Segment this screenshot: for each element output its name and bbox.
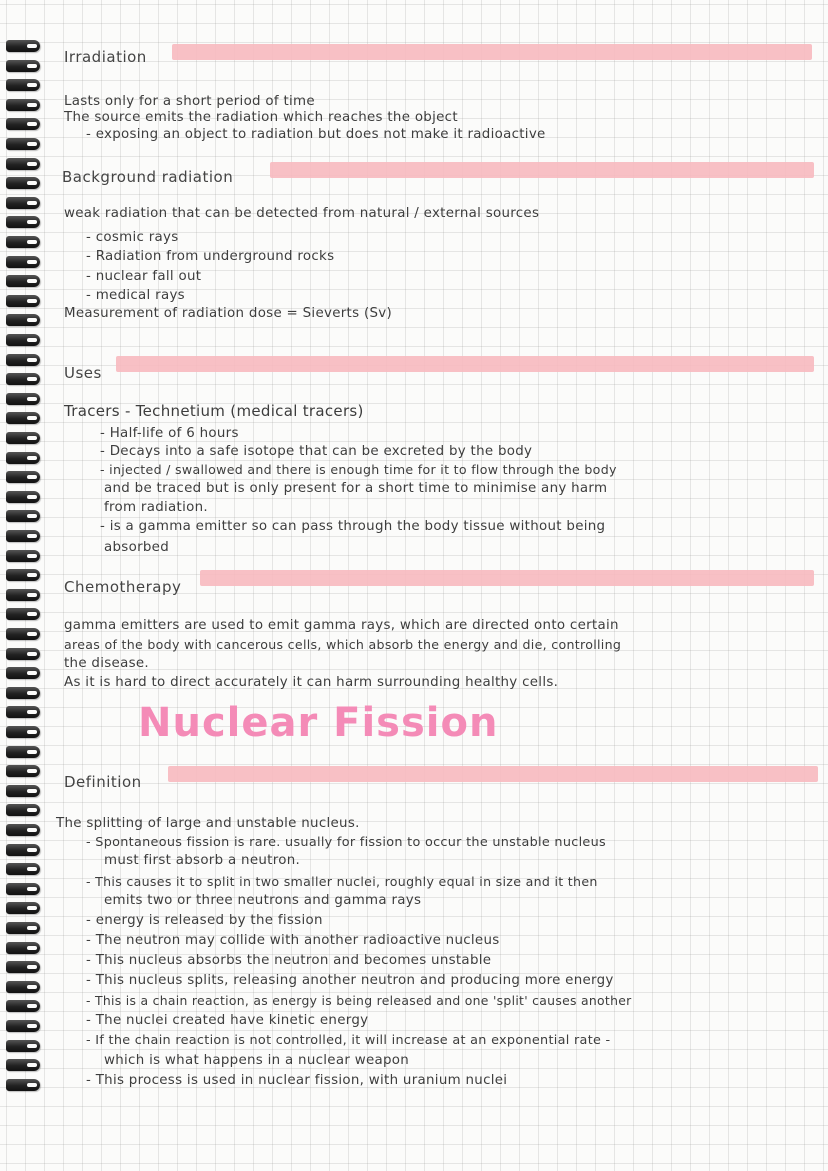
text-line: Tracers - Technetium (medical tracers) xyxy=(64,402,364,420)
spiral-binding xyxy=(0,40,44,1120)
text-line: emits two or three neutrons and gamma rays xyxy=(104,893,422,908)
text-line: - is a gamma emitter so can pass through the body tissue without being xyxy=(100,519,606,534)
text-line: - If the chain reaction is not controlled, it will increase at an exponential rate - xyxy=(86,1033,611,1048)
text-line: weak radiation that can be detected from natural / external sources xyxy=(64,206,540,221)
binding-ring xyxy=(6,589,40,601)
binding-ring xyxy=(6,510,40,522)
binding-ring xyxy=(6,79,40,91)
text-line: which is what happens in a nuclear weapon xyxy=(104,1053,410,1068)
binding-ring xyxy=(6,785,40,797)
binding-ring xyxy=(6,550,40,562)
text-line: - The nuclei created have kinetic energy xyxy=(86,1013,369,1028)
text-line: - This causes it to split in two smaller nuclei, roughly equal in size and it then xyxy=(86,874,598,889)
heading-highlight xyxy=(168,766,818,782)
binding-ring xyxy=(6,961,40,973)
binding-ring xyxy=(6,942,40,954)
binding-ring xyxy=(6,236,40,248)
heading-chemotherapy: Chemotherapy xyxy=(64,578,182,596)
binding-ring xyxy=(6,99,40,111)
binding-ring xyxy=(6,804,40,816)
binding-ring xyxy=(6,667,40,679)
text-line: - exposing an object to radiation but does not make it radioactive xyxy=(86,127,546,142)
text-line: the disease. xyxy=(64,656,149,671)
text-line: - nuclear fall out xyxy=(86,269,202,284)
binding-ring xyxy=(6,491,40,503)
binding-ring xyxy=(6,471,40,483)
text-line: absorbed xyxy=(104,540,170,555)
binding-ring xyxy=(6,216,40,228)
page-title: Nuclear Fission xyxy=(138,700,499,746)
binding-ring xyxy=(6,1040,40,1052)
binding-ring xyxy=(6,648,40,660)
text-line: - Half-life of 6 hours xyxy=(100,426,239,441)
binding-ring xyxy=(6,1000,40,1012)
heading-highlight xyxy=(116,356,814,372)
binding-ring xyxy=(6,138,40,150)
text-line: Lasts only for a short period of time xyxy=(64,94,315,109)
binding-ring xyxy=(6,863,40,875)
binding-ring xyxy=(6,393,40,405)
heading-definition: Definition xyxy=(64,773,142,791)
heading-highlight xyxy=(200,570,814,586)
binding-ring xyxy=(6,314,40,326)
text-line: As it is hard to direct accurately it can harm surrounding healthy cells. xyxy=(64,675,559,690)
binding-ring xyxy=(6,922,40,934)
binding-ring xyxy=(6,844,40,856)
heading-highlight xyxy=(172,44,812,60)
binding-ring xyxy=(6,158,40,170)
binding-ring xyxy=(6,530,40,542)
binding-ring xyxy=(6,687,40,699)
binding-ring xyxy=(6,275,40,287)
binding-ring xyxy=(6,569,40,581)
heading-irradiation: Irradiation xyxy=(64,48,147,66)
text-line: - This nucleus splits, releasing another neutron and producing more energy xyxy=(86,973,614,988)
binding-ring xyxy=(6,432,40,444)
binding-ring xyxy=(6,824,40,836)
text-line: Measurement of radiation dose = Sieverts (Sv) xyxy=(64,306,393,321)
binding-ring xyxy=(6,373,40,385)
binding-ring xyxy=(6,197,40,209)
binding-ring xyxy=(6,295,40,307)
binding-ring xyxy=(6,608,40,620)
text-line: - injected / swallowed and there is enough time for it to flow through the body xyxy=(100,462,617,477)
binding-ring xyxy=(6,354,40,366)
binding-ring xyxy=(6,765,40,777)
binding-ring xyxy=(6,883,40,895)
binding-ring xyxy=(6,118,40,130)
text-line: areas of the body with cancerous cells, which absorb the energy and die, controlling xyxy=(64,637,622,652)
binding-ring xyxy=(6,334,40,346)
text-line: - This is a chain reaction, as energy is being released and one 'split' causes another xyxy=(86,993,632,1008)
text-line: must first absorb a neutron. xyxy=(104,853,301,868)
text-line: - This nucleus absorbs the neutron and becomes unstable xyxy=(86,953,492,968)
heading-background-radiation: Background radiation xyxy=(62,168,234,186)
binding-ring xyxy=(6,902,40,914)
binding-ring xyxy=(6,1079,40,1091)
binding-ring xyxy=(6,40,40,52)
text-line: and be traced but is only present for a short time to minimise any harm xyxy=(104,481,608,496)
heading-highlight xyxy=(270,162,814,178)
binding-ring xyxy=(6,1020,40,1032)
text-line: The source emits the radiation which reaches the object xyxy=(64,110,458,125)
heading-uses: Uses xyxy=(64,364,102,382)
binding-ring xyxy=(6,981,40,993)
text-line: - This process is used in nuclear fission, with uranium nuclei xyxy=(86,1073,508,1088)
text-line: - Spontaneous fission is rare. usually for fission to occur the unstable nucleus xyxy=(86,835,606,850)
text-line: - Radiation from underground rocks xyxy=(86,249,335,264)
text-line: The splitting of large and unstable nucleus. xyxy=(56,816,360,831)
text-line: from radiation. xyxy=(104,500,208,515)
text-line: gamma emitters are used to emit gamma rays, which are directed onto certain xyxy=(64,618,619,633)
text-line: - energy is released by the fission xyxy=(86,913,323,928)
binding-ring xyxy=(6,1059,40,1071)
binding-ring xyxy=(6,256,40,268)
binding-ring xyxy=(6,726,40,738)
text-line: - medical rays xyxy=(86,288,185,303)
binding-ring xyxy=(6,746,40,758)
text-line: - cosmic rays xyxy=(86,230,179,245)
text-line: - Decays into a safe isotope that can be excreted by the body xyxy=(100,444,533,459)
text-line: - The neutron may collide with another radioactive nucleus xyxy=(86,933,500,948)
binding-ring xyxy=(6,412,40,424)
binding-ring xyxy=(6,452,40,464)
binding-ring xyxy=(6,628,40,640)
binding-ring xyxy=(6,706,40,718)
binding-ring xyxy=(6,177,40,189)
binding-ring xyxy=(6,60,40,72)
